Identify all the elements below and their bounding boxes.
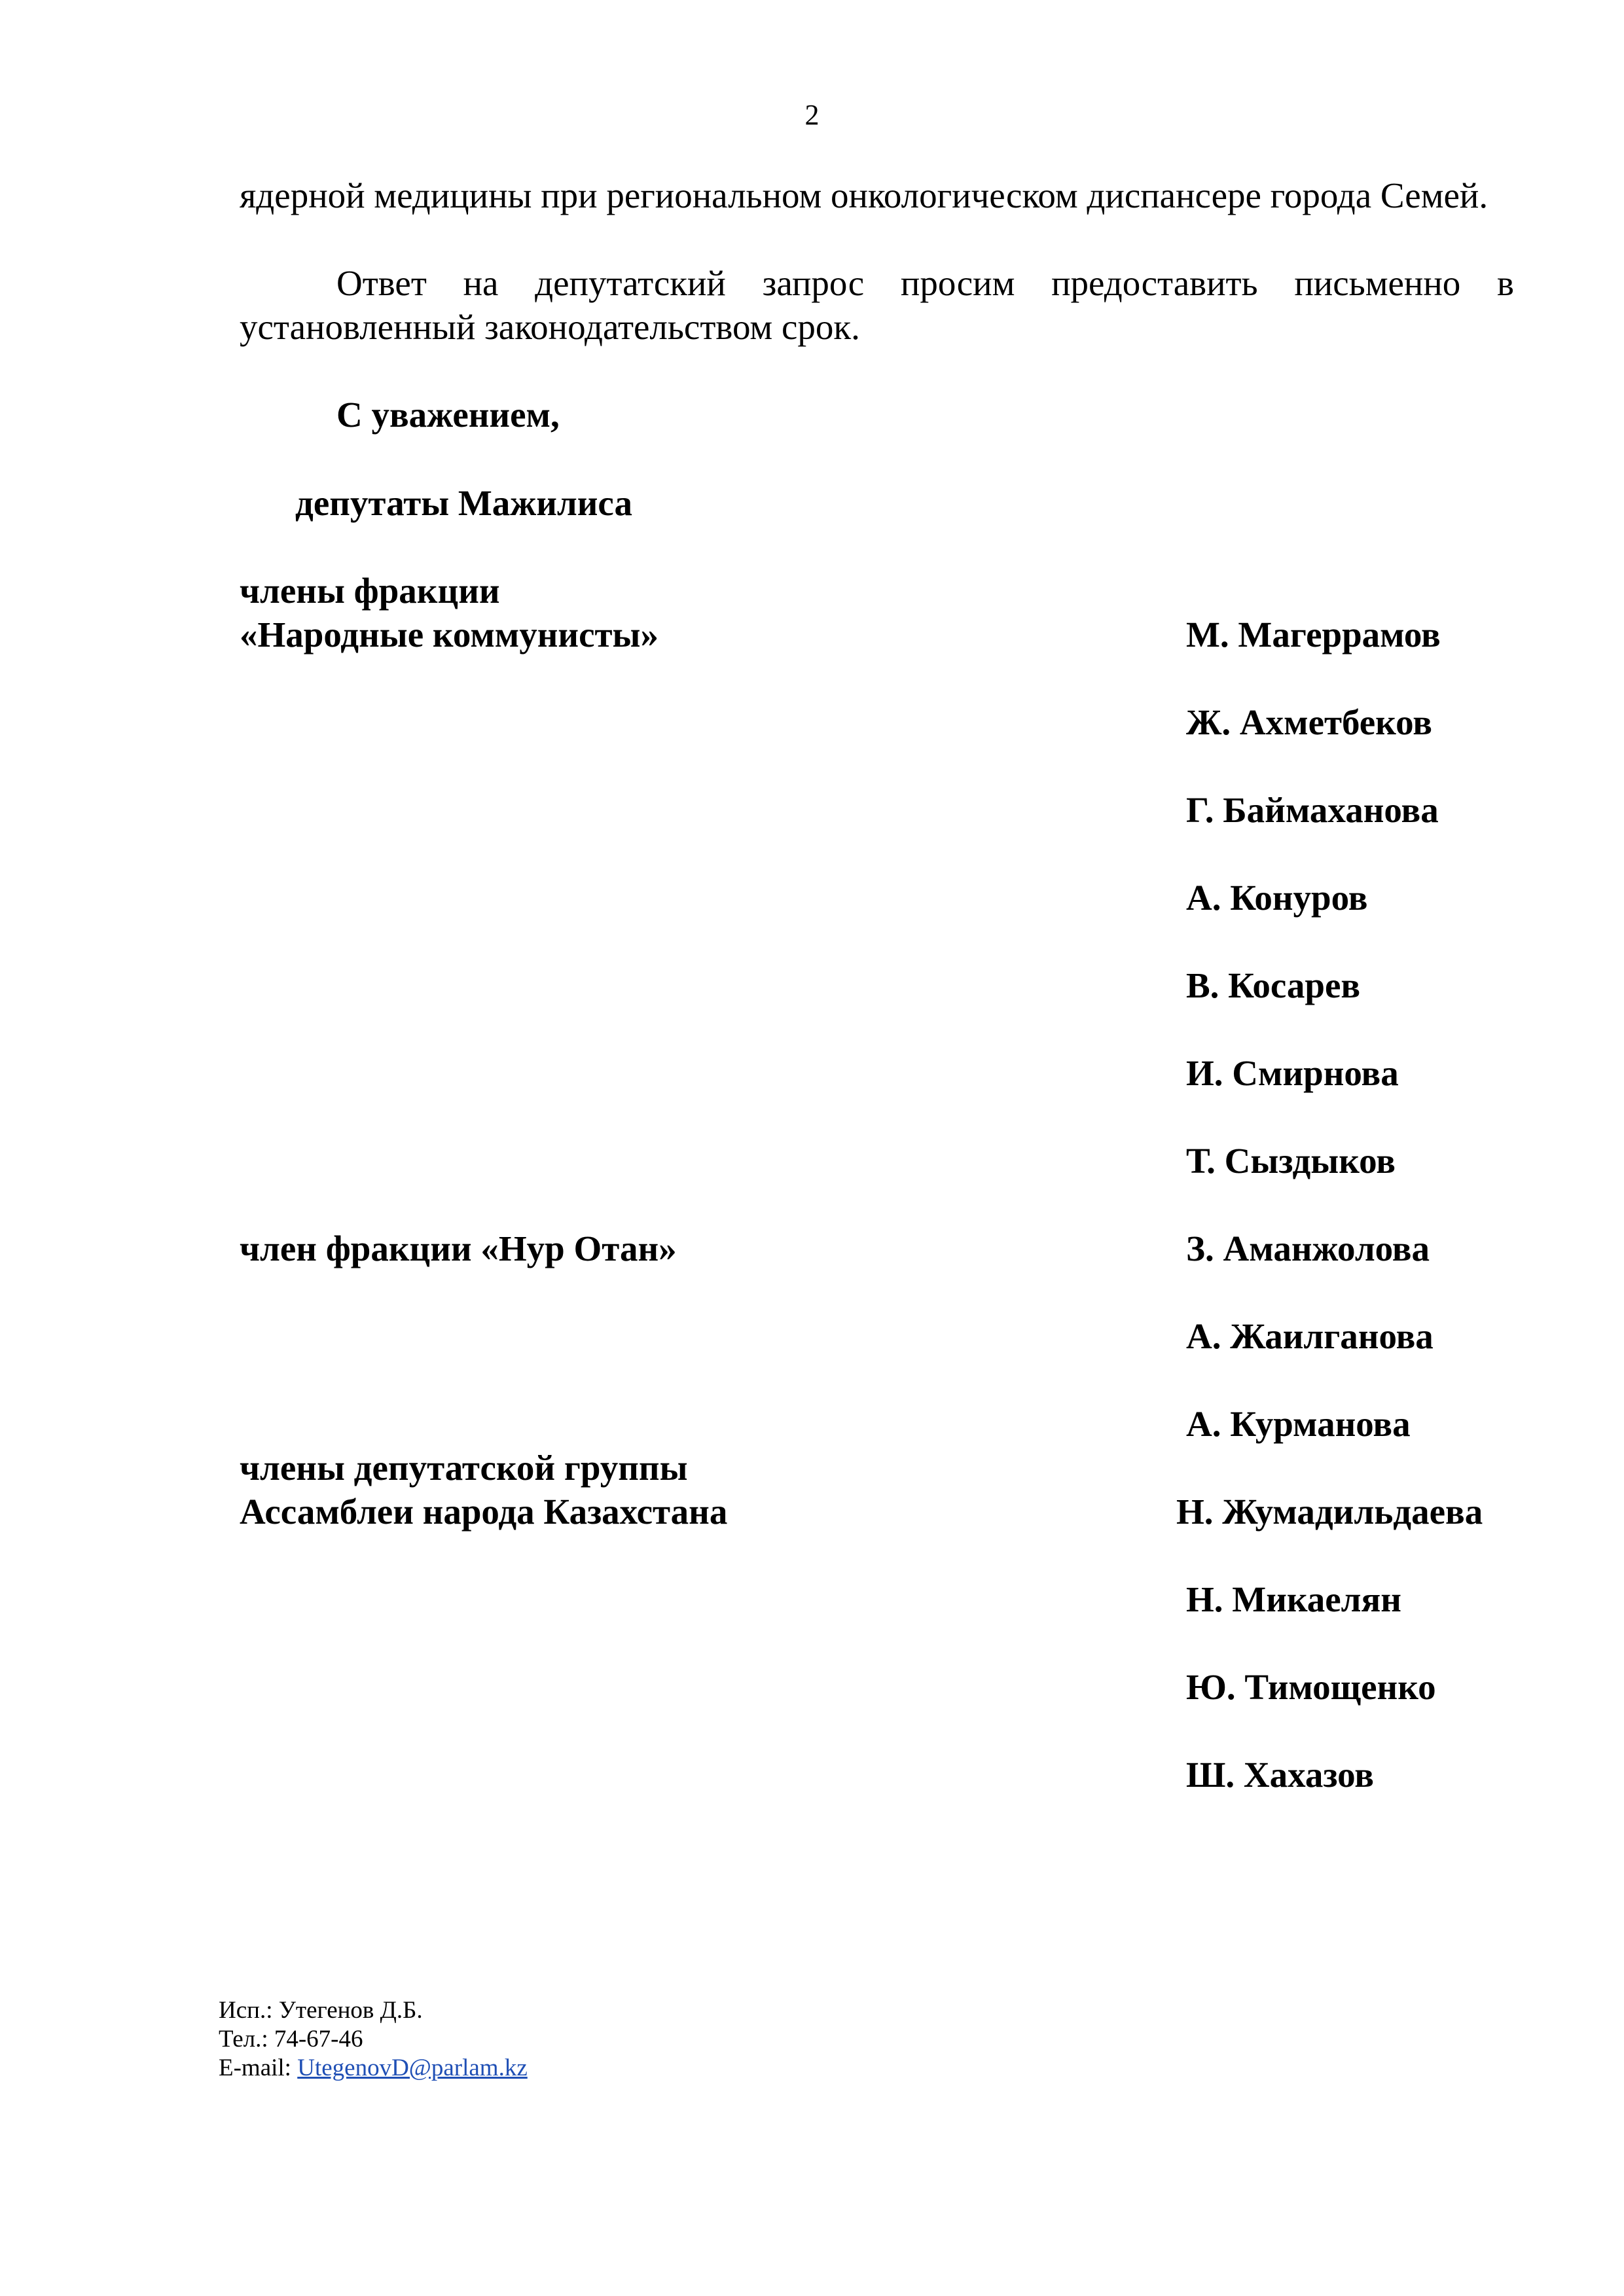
email-link[interactable]: UtegenovD@parlam.kz [297, 2054, 528, 2081]
signatory-name: Т. Сыздыков [1186, 1141, 1396, 1181]
page-number: 2 [804, 99, 820, 131]
signatory-name: В. Косарев [1186, 965, 1361, 1005]
group-label-line: Ассамблеи народа Казахстана [240, 1492, 728, 1532]
body-paragraph-1: ядерной медицины при региональном онкологическом диспансере города Семей. [240, 175, 1489, 215]
signatory-name: Н. Жумадильдаева [1176, 1492, 1483, 1532]
footer-email-line [219, 2054, 528, 2083]
signatory-name: Г. Баймаханова [1186, 790, 1439, 830]
footer-executor: Исп.: Утегенов Д.Б. [219, 1997, 423, 2024]
closing-salutation: С уважением, [336, 395, 560, 435]
group-label-line: «Народные коммунисты» [240, 615, 659, 655]
signatory-name: А. Жаилганова [1186, 1316, 1434, 1356]
signatory-name: Ю. Тимощенко [1186, 1667, 1436, 1707]
body-paragraph-2: Ответ на депутатский запрос просим предоставить письменно в установленный законодательством срок. [240, 263, 1514, 347]
group-label-line: члены депутатской группы [240, 1448, 688, 1488]
deputies-heading: депутаты Мажилиса [295, 483, 633, 523]
group-label-line: члены фракции [240, 571, 500, 611]
signatory-name: З. Аманжолова [1186, 1229, 1430, 1268]
signatory-name: А. Конуров [1186, 878, 1368, 918]
signatory-name: Ш. Хахазов [1186, 1755, 1375, 1795]
signatory-name: А. Курманова [1186, 1404, 1411, 1444]
signatory-name: И. Смирнова [1186, 1053, 1399, 1093]
signatory-name: М. Магеррамов [1186, 615, 1441, 655]
group-label-line: член фракции «Нур Отан» [240, 1229, 677, 1268]
signatory-name: Н. Микаелян [1186, 1579, 1401, 1619]
footer-email-label: E-mail: [219, 2054, 298, 2081]
footer-phone: Тел.: 74-67-46 [219, 2026, 363, 2053]
signatory-name: Ж. Ахметбеков [1186, 702, 1432, 742]
